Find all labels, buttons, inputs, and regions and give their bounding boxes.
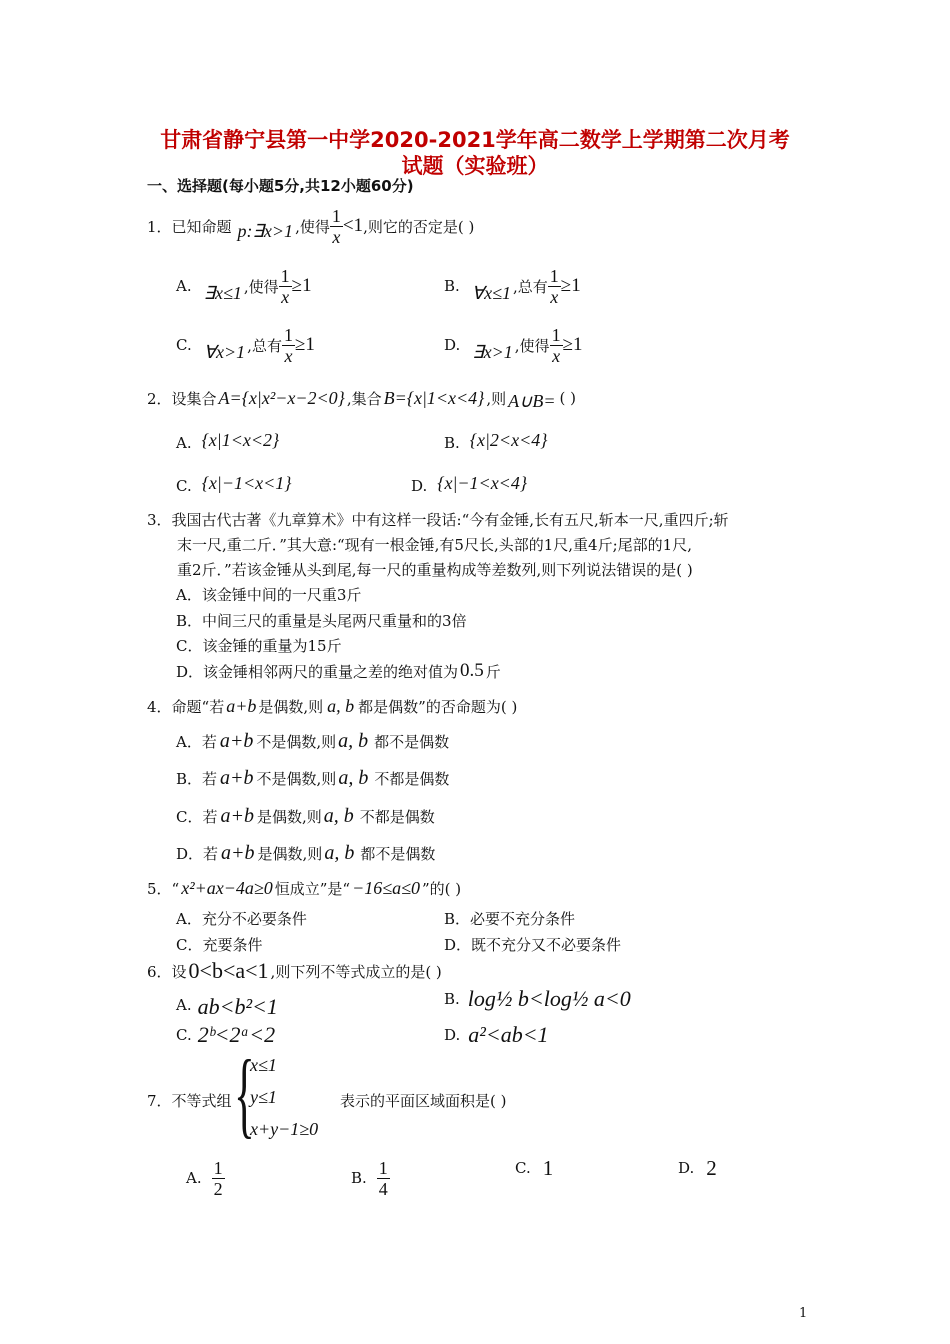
option-math: {x|−1<x<1} — [201, 472, 292, 493]
q5-math-1: x²+ax−4a≥0 — [181, 877, 273, 898]
q7-option-b[interactable] — [351, 1156, 390, 1200]
option-part-2: 是偶数,则 — [256, 807, 322, 826]
q2-stem-a: 2．设集合 — [147, 389, 217, 408]
q1-stem-b: ,使得 — [295, 217, 330, 236]
option-math: log½ b<log½ a<0 — [467, 986, 631, 1011]
option-label: B. — [444, 434, 460, 452]
option-math-1: a+b — [220, 766, 254, 789]
q1-option-a[interactable] — [176, 264, 312, 308]
option-math-1: a+b — [221, 841, 255, 864]
title-line-2: 试题（实验班） — [401, 154, 549, 178]
q3-line-3: 重2斤．”若该金锤从头到尾,每一尺的重量构成等差数列,则下列说法错误的是( ) — [177, 561, 693, 579]
q4-stem-b: 是偶数,则 — [258, 697, 324, 716]
q6-math: 0<b<a<1 — [188, 958, 269, 983]
q4-stem-a: 4．命题“若 — [147, 697, 225, 716]
option-label: A. — [176, 996, 192, 1014]
q5-option-a[interactable]: A．充分不必要条件 — [176, 910, 307, 928]
q2-stem-c: ,则 — [486, 389, 507, 408]
q7-stem-a: 7．不等式组 — [147, 1092, 232, 1110]
option-math: 2 — [706, 1155, 717, 1180]
option-label: C. — [515, 1159, 531, 1177]
option-fraction: $\frac{1}{4}$ — [378, 1157, 388, 1199]
option-unit: 斤 — [485, 662, 501, 681]
q5-option-d[interactable]: D．既不充分又不必要条件 — [444, 936, 622, 954]
option-part-3: 都不是偶数 — [360, 844, 436, 863]
q1-stem-c: ,则它的否定是( ) — [363, 217, 475, 236]
option-word: ,总有 — [247, 336, 282, 355]
q2-option-d[interactable] — [411, 469, 527, 497]
q6-option-c[interactable] — [176, 1020, 275, 1050]
option-label: A. — [186, 1169, 202, 1187]
option-relation: ≥1 — [294, 334, 315, 355]
q2-option-a[interactable] — [176, 426, 279, 454]
option-math: ∀x>1 — [203, 341, 246, 362]
q2-option-c[interactable] — [176, 469, 291, 497]
q4-math-1: a+b — [226, 695, 257, 716]
q4-option-b[interactable] — [176, 766, 449, 790]
option-label: A. — [176, 434, 192, 452]
q5-option-b[interactable]: B．必要不充分条件 — [444, 910, 576, 928]
q6-stem-a: 6．设 — [147, 962, 187, 981]
q1-option-d[interactable] — [444, 323, 583, 367]
option-label: D. — [444, 1026, 461, 1044]
option-math: {x|−1<x<4} — [437, 472, 528, 493]
option-label: D. — [411, 477, 428, 495]
q6-option-d[interactable] — [444, 1020, 549, 1050]
q2-set-b: B={x|1<x<4} — [383, 387, 485, 408]
option-math: 0.5 — [460, 660, 484, 681]
option-label: C. — [176, 477, 192, 495]
option-part-2: 不是偶数,则 — [256, 732, 337, 751]
option-math: ∀x≤1 — [471, 282, 511, 303]
option-label: A. — [176, 277, 192, 295]
q7-option-d[interactable] — [678, 1156, 717, 1180]
option-math-2: a, b — [338, 729, 369, 752]
question-4 — [147, 694, 517, 718]
q2-set-a: A={x|x²−x−2<0} — [218, 387, 345, 408]
q4-option-d[interactable] — [176, 841, 435, 865]
option-math-2: a, b — [323, 804, 354, 827]
q4-option-a[interactable] — [176, 729, 449, 753]
q3-option-b[interactable]: B．中间三尺的重量是头尾两尺重量和的3倍 — [176, 612, 467, 630]
option-label: C. — [176, 1026, 192, 1044]
option-math: ∃x≤1 — [203, 282, 242, 303]
page-number: 1 — [799, 1306, 808, 1321]
option-part-3: 都不是偶数 — [374, 732, 450, 751]
option-math: {x|1<x<2} — [201, 429, 280, 450]
option-part-3: 不都是偶数 — [359, 807, 435, 826]
brace-icon: { — [234, 1040, 255, 1147]
system-line-3: x+y−1≥0 — [250, 1119, 319, 1139]
system-line-1: x≤1 — [250, 1055, 277, 1075]
q6-option-a[interactable] — [176, 990, 278, 1020]
q3-option-a[interactable]: A．该金锤中间的一尺重3斤 — [176, 586, 362, 604]
q4-stem-c: 都是偶数”的否命题为( ) — [358, 697, 518, 716]
q7-option-a[interactable] — [186, 1156, 225, 1200]
option-part-1: A．若 — [176, 732, 217, 751]
option-label: B. — [351, 1169, 367, 1187]
system-line-2: y≤1 — [250, 1087, 277, 1107]
option-text: D．该金锤相邻两尺的重量之差的绝对值为 — [176, 662, 459, 681]
option-fraction: $\frac{1}{2}$ — [213, 1157, 223, 1199]
option-label: C. — [176, 336, 192, 354]
q3-line-2: 末一尺,重二斤．”其大意:“现有一根金锤,有5尺长,头部的1尺,重4斤;尾部的1尺, — [177, 536, 692, 554]
q1-inequality: <1 — [342, 215, 364, 236]
option-label: D. — [678, 1159, 695, 1177]
option-label: D. — [444, 336, 461, 354]
q4-math-2: a, b — [327, 695, 355, 716]
q1-fraction: $\frac{1}{x}$ — [331, 205, 341, 247]
option-math: ab<b²<1 — [197, 994, 278, 1019]
option-math-2: a, b — [338, 766, 369, 789]
q5-option-c[interactable]: C．充要条件 — [176, 936, 263, 954]
q7-system — [250, 1049, 318, 1145]
option-relation: ≥1 — [560, 275, 581, 296]
q5-stem-a: 5．“ — [147, 879, 180, 898]
q5-stem-c: ”的( ) — [422, 879, 462, 898]
option-word: ,总有 — [512, 277, 548, 296]
option-fraction: $\frac{1}{x}$ — [549, 265, 559, 307]
section-heading: 一、选择题(每小题5分,共12小题60分) — [147, 177, 414, 195]
option-math-2: a, b — [324, 841, 355, 864]
option-relation: ≥1 — [291, 275, 312, 296]
option-math: 1 — [542, 1155, 554, 1180]
q6-stem-b: ,则下列不等式成立的是( ) — [270, 962, 442, 981]
q2-stem-d: ( ) — [559, 389, 576, 407]
q6-option-b[interactable] — [444, 984, 631, 1014]
question-5 — [147, 876, 461, 900]
option-part-1: C．若 — [176, 807, 218, 826]
q5-stem-b: 恒成立”是“ — [274, 879, 351, 898]
q7-option-c[interactable] — [515, 1156, 553, 1180]
question-2 — [147, 384, 576, 412]
option-math: a²<ab<1 — [468, 1022, 549, 1047]
option-part-2: 是偶数,则 — [257, 844, 323, 863]
option-part-1: B．若 — [176, 769, 218, 788]
q3-option-c[interactable]: C．该金锤的重量为15斤 — [176, 637, 342, 655]
option-fraction: $\frac{1}{x}$ — [283, 324, 293, 366]
option-label: B. — [444, 277, 460, 295]
q7-stem-b: 表示的平面区域面积是( ) — [340, 1092, 507, 1110]
q1-option-c[interactable] — [176, 323, 315, 367]
option-math: ∃x>1 — [472, 341, 513, 362]
option-fraction: $\frac{1}{x}$ — [551, 324, 561, 366]
title-line-1: 甘肃省静宁县第一中学2020-2021学年高二数学上学期第二次月考 — [160, 128, 790, 152]
q3-line-1: 3．我国古代古著《九章算术》中有这样一段话:“今有金锤,长有五尺,斩本一尺,重四斤;斩 — [147, 511, 729, 529]
option-fraction: $\frac{1}{x}$ — [280, 265, 290, 307]
option-part-2: 不是偶数,则 — [256, 769, 337, 788]
option-math-1: a+b — [219, 729, 254, 752]
option-part-3: 不都是偶数 — [374, 769, 450, 788]
option-relation: ≥1 — [562, 334, 583, 355]
option-math: {x|2<x<4} — [469, 429, 548, 450]
q4-option-c[interactable] — [176, 804, 435, 828]
option-word: ,使得 — [243, 277, 279, 296]
question-6 — [147, 956, 442, 986]
q1-condition: p:∃x>1 — [237, 220, 294, 241]
question-1 — [147, 204, 474, 248]
option-label: B. — [444, 990, 460, 1008]
q2-option-b[interactable] — [444, 426, 547, 454]
option-math-1: a+b — [220, 804, 254, 827]
q1-stem-a: 1．已知命题 — [147, 217, 232, 236]
q1-option-b[interactable] — [444, 264, 581, 308]
q2-union: A∪B= — [508, 390, 556, 411]
q2-stem-b: ,集合 — [346, 389, 382, 408]
q3-option-d[interactable] — [176, 660, 501, 682]
option-part-1: D．若 — [176, 844, 219, 863]
option-word: ,使得 — [514, 336, 550, 355]
option-math: 2ᵇ<2ᵃ<2 — [197, 1022, 276, 1047]
q5-math-2: −16≤a≤0 — [352, 877, 421, 898]
